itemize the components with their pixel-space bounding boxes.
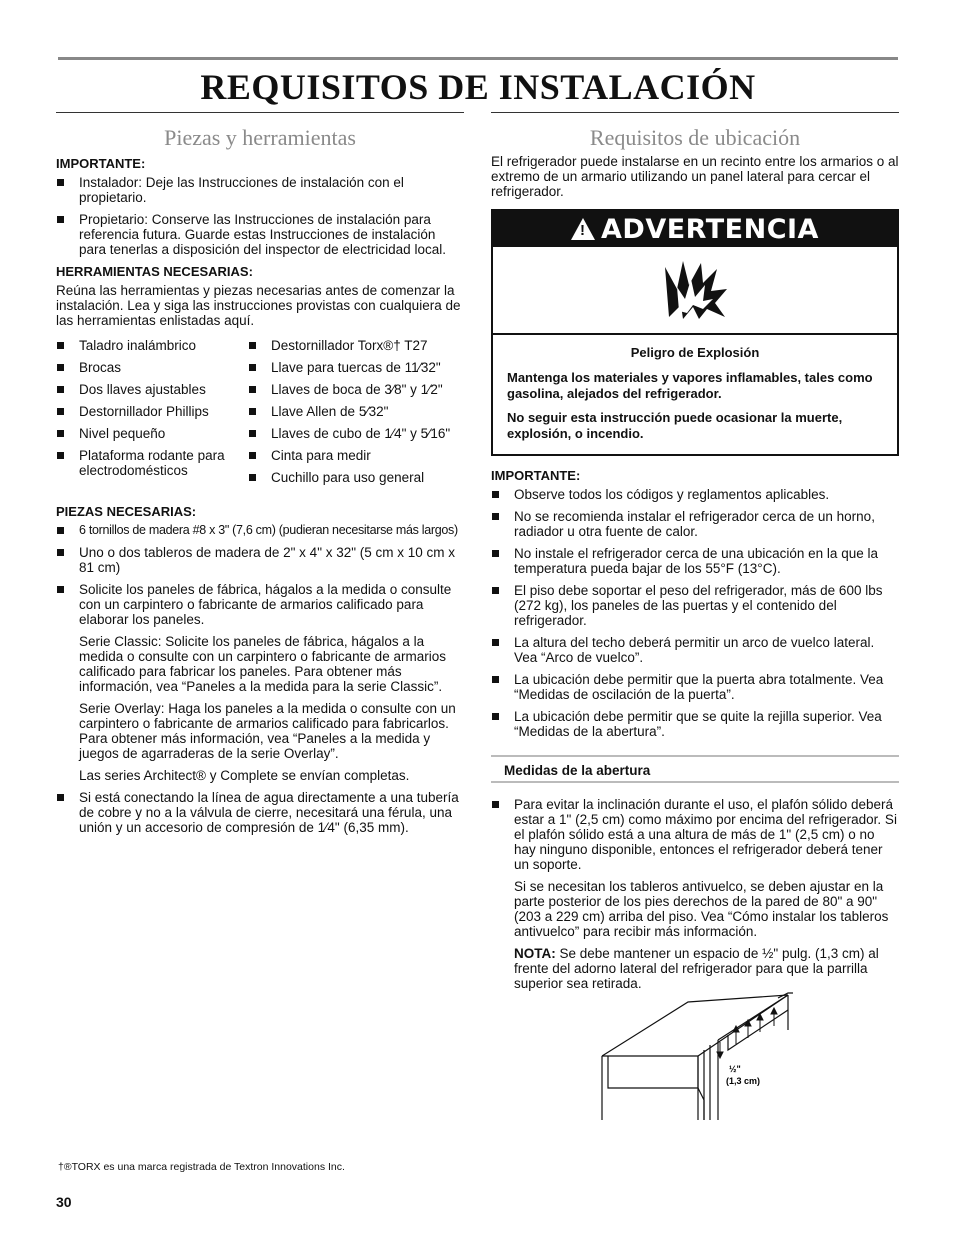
list-item: El piso debe soportar el peso del refrigerador, más de 600 lbs (272 kg), los paneles de las puertas y el contenido del refrigerador.	[491, 583, 899, 628]
section-title-ubicacion: Requisitos de ubicación	[589, 125, 801, 150]
list-item: No se recomienda instalar el refrigerador cerca de un horno, radiador u otra fuente de calor.	[491, 509, 899, 539]
section-rule	[56, 112, 464, 113]
explosion-icon	[493, 247, 897, 335]
importante-list	[56, 175, 464, 257]
piezas-architect-note: Las series Architect® y Complete se envían completas.	[79, 768, 410, 783]
tools-column-1	[56, 338, 248, 492]
medidas-list	[491, 797, 899, 872]
list-item: Nivel pequeño	[56, 426, 248, 441]
piezas-classic-note: Serie Classic: Solicite los paneles de fábrica, hágalos a la medida o consulte con un carpintero o fabricante de armarios calificado para fabricar los paneles. Para obtener más información, vea “Paneles a la medida para la serie Classic”.	[79, 634, 446, 694]
piezas-list	[56, 523, 464, 627]
right-column	[491, 112, 899, 998]
footnote: †®TORX es una marca registrada de Textron Innovations Inc.	[58, 1161, 345, 1173]
warning-hazard: Peligro de Explosión	[630, 345, 760, 360]
opening-diagram	[588, 990, 803, 1125]
warning-box	[491, 209, 899, 456]
list-item: Instalador: Deje las Instrucciones de instalación con el propietario.	[56, 175, 464, 205]
importante-label: IMPORTANTE:	[56, 156, 146, 171]
list-item: Si está conectando la línea de agua directamente a una tubería de cobre y no a la válvula de cierre, necesitará una férula, una unión y un accesorio de compresión de 1⁄4" (6,35 mm).	[56, 790, 464, 835]
warning-triangle-icon: !	[571, 218, 595, 240]
page-number: 30	[56, 1194, 72, 1210]
warning-line-2: No seguir esta instrucción puede ocasionar la muerte, explosión, o incendio.	[507, 410, 843, 441]
list-item: Dos llaves ajustables	[56, 382, 248, 397]
piezas-list-2	[56, 790, 464, 835]
list-item: Solicite los paneles de fábrica, hágalos a la medida o consulte con un carpintero o fabricante de armarios calificado para elaborar los paneles.	[56, 582, 464, 627]
medidas-heading: Medidas de la abertura	[491, 755, 899, 783]
diagram-label-inches: ½"	[729, 1064, 741, 1074]
herramientas-label: HERRAMIENTAS NECESARIAS:	[56, 264, 253, 279]
left-column	[56, 112, 464, 842]
tools-column-2	[248, 338, 464, 492]
importante-label-right: IMPORTANTE:	[491, 468, 581, 483]
nota-label: NOTA:	[514, 946, 556, 961]
list-item: 6 tornillos de madera #8 x 3" (7,6 cm) (pudieran necesitarse más largos)	[56, 523, 464, 538]
top-rule	[58, 57, 898, 60]
ubicacion-intro: El refrigerador puede instalarse en un recinto entre los armarios o al extremo de un armario utilizando un panel lateral para cercar el refrigerador.	[491, 154, 899, 199]
list-item: Llave para tuercas de 11⁄32"	[248, 360, 464, 375]
piezas-label: PIEZAS NECESARIAS:	[56, 504, 197, 519]
medidas-note: Si se necesitan los tableros antivuelco, se deben ajustar en la parte posterior de los pies derechos de la pared de 80" a 90" (203 a 229 cm) arriba del piso. Vea “Cómo instalar los tableros antivuelco” para recibir más información.	[514, 879, 889, 939]
warning-header	[493, 211, 897, 247]
list-item: Para evitar la inclinación durante el uso, el plafón sólido deberá estar a 1" (2,5 cm) como máximo por encima del refrigerador. Si el plafón sólido está a una altura de más de 1" (2,5 cm) o no hay ninguno disponible, entonces el refrigerador deberá tener un soporte.	[491, 797, 899, 872]
diagram-label-cm: (1,3 cm)	[726, 1076, 761, 1086]
piezas-overlay-note: Serie Overlay: Haga los paneles a la medida o consulte con un carpintero o fabricante de armarios calificado para fabricarlos. Para obtener más información, vea “Paneles a la medida y juegos de agarraderas de la serie Overlay”.	[79, 701, 456, 761]
section-title-piezas: Piezas y herramientas	[164, 125, 356, 150]
warning-line-1: Mantenga los materiales y vapores inflamables, tales como gasolina, alejados del refrigerador.	[507, 370, 873, 401]
list-item: Taladro inalámbrico	[56, 338, 248, 353]
list-item: No instale el refrigerador cerca de una ubicación en la que la temperatura pueda bajar de los 55°F (13°C).	[491, 546, 899, 576]
warning-word: ADVERTENCIA	[601, 213, 819, 245]
list-item: Destornillador Phillips	[56, 404, 248, 419]
list-item: Destornillador Torx®† T27	[248, 338, 464, 353]
list-item: Llave Allen de 5⁄32"	[248, 404, 464, 419]
nota-text: Se debe mantener un espacio de ½" pulg. (1,3 cm) al frente del adorno lateral del refrigerador para que la parrilla superior sea retirada.	[514, 946, 879, 991]
list-item: Propietario: Conserve las Instrucciones de instalación para referencia futura. Guarde estas Instrucciones de instalación para tenerlas a disposición del inspector de electricidad local.	[56, 212, 464, 257]
page-title: REQUISITOS DE INSTALACIÓN	[200, 67, 756, 107]
list-item: Brocas	[56, 360, 248, 375]
list-item: Observe todos los códigos y reglamentos aplicables.	[491, 487, 899, 502]
list-item: La altura del techo deberá permitir un arco de vuelco lateral. Vea “Arco de vuelco”.	[491, 635, 899, 665]
list-item: Cuchillo para uso general	[248, 470, 464, 485]
list-item: Llaves de cubo de 1⁄4" y 5⁄16"	[248, 426, 464, 441]
nota-paragraph	[491, 946, 899, 991]
tools-list	[56, 338, 464, 492]
list-item: La ubicación debe permitir que se quite la rejilla superior. Vea “Medidas de la abertura”.	[491, 709, 899, 739]
warning-body	[493, 335, 897, 454]
list-item: Llaves de boca de 3⁄8" y 1⁄2"	[248, 382, 464, 397]
section-rule	[491, 112, 899, 113]
list-item: La ubicación debe permitir que la puerta abra totalmente. Vea “Medidas de oscilación de la puerta”.	[491, 672, 899, 702]
herramientas-intro: Reúna las herramientas y piezas necesarias antes de comenzar la instalación. Lea y siga las instrucciones provistas con cualquiera de las herramientas enlistadas aquí.	[56, 283, 461, 328]
list-item: Uno o dos tableros de madera de 2" x 4" x 32" (5 cm x 10 cm x 81 cm)	[56, 545, 464, 575]
list-item: Cinta para medir	[248, 448, 464, 463]
list-item: Plataforma rodante para electrodomésticos	[56, 448, 248, 478]
requisitos-list	[491, 487, 899, 739]
